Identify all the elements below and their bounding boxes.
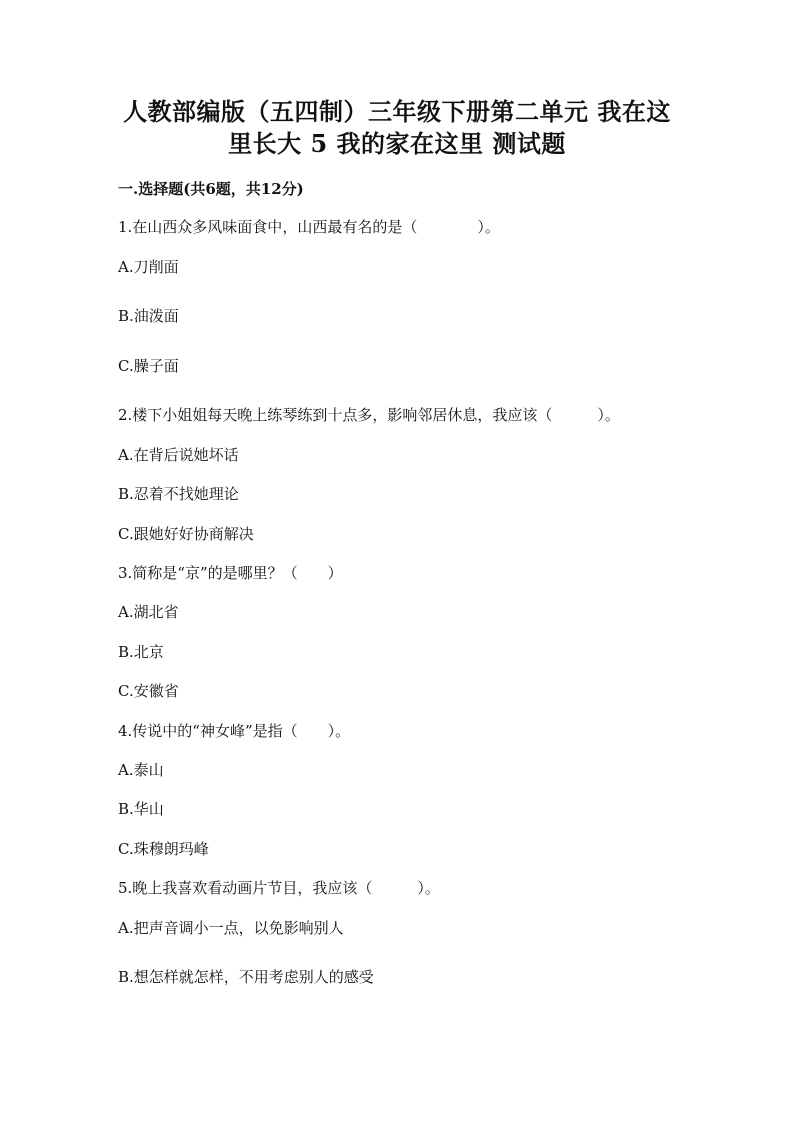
question-2-option-b: B.忍着不找她理论: [118, 485, 239, 503]
document-title-line-2: 里长大 5 我的家在这里 测试题: [228, 129, 566, 158]
section-heading: 一.选择题(共6题，共12分): [118, 180, 304, 198]
question-3-option-a: A.湖北省: [118, 603, 179, 621]
question-1-option-a: A.刀削面: [118, 258, 179, 276]
question-1-option-b: B.油泼面: [118, 307, 179, 325]
question-5-stem: 5.晚上我喜欢看动画片节目，我应该（ ）。: [118, 879, 440, 897]
question-4-stem: 4.传说中的“神女峰”是指（ ）。: [118, 722, 351, 740]
question-2-option-c: C.跟她好好协商解决: [118, 525, 254, 543]
question-2-stem: 2.楼下小姐姐每天晚上练琴练到十点多，影响邻居休息，我应该（ ）。: [118, 406, 620, 424]
question-4-option-c: C.珠穆朗玛峰: [118, 840, 209, 858]
document-title-line-1: 人教部编版（五四制）三年级下册第二单元 我在这: [123, 97, 671, 126]
question-5-option-a: A.把声音调小一点，以免影响别人: [118, 919, 344, 937]
question-5-option-b: B.想怎样就怎样，不用考虑别人的感受: [118, 968, 374, 986]
question-4-option-b: B.华山: [118, 800, 164, 818]
question-2-option-a: A.在背后说她坏话: [118, 446, 239, 464]
question-4-option-a: A.泰山: [118, 761, 164, 779]
question-1-option-c: C.臊子面: [118, 357, 179, 375]
question-3-option-c: C.安徽省: [118, 682, 179, 700]
question-3-stem: 3.简称是“京”的是哪里？（ ）: [118, 564, 343, 582]
question-3-option-b: B.北京: [118, 643, 164, 661]
question-1-stem: 1.在山西众多风味面食中，山西最有名的是（ ）。: [118, 218, 500, 236]
